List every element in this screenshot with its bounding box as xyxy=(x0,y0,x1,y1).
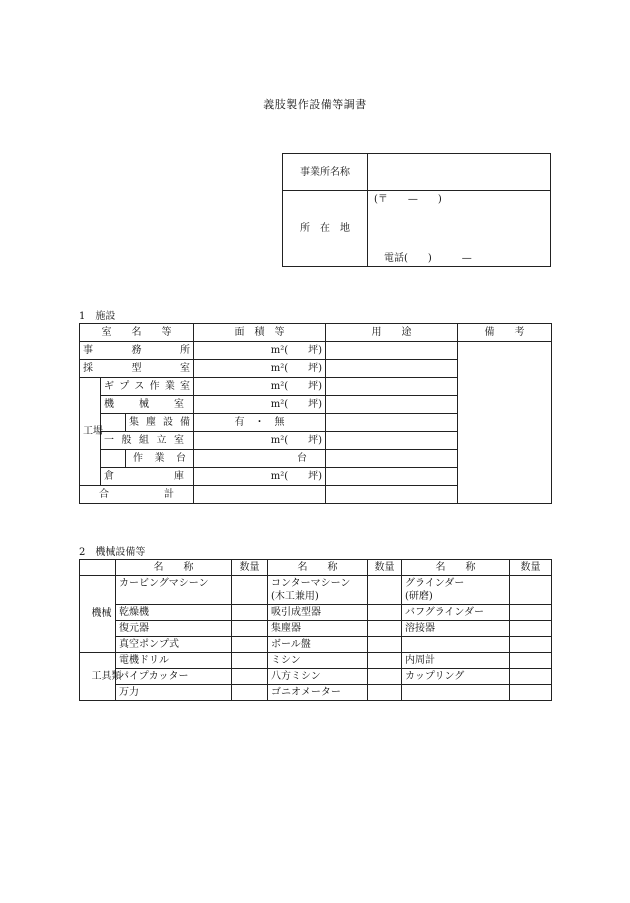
area-cell[interactable]: m²( 坪) xyxy=(194,342,326,360)
equipment-name: ゴニオメーター xyxy=(268,685,368,701)
equipment-name: バフグラインダー xyxy=(402,605,510,621)
room-name: 倉 庫 xyxy=(101,468,194,486)
qty-cell[interactable] xyxy=(368,576,402,605)
office-name-label: 事業所名称 xyxy=(283,154,368,191)
machine-group-label: 機械 xyxy=(80,576,116,653)
purpose-cell[interactable] xyxy=(326,378,458,396)
header-purpose: 用 途 xyxy=(326,324,458,342)
qty-cell[interactable] xyxy=(510,669,552,685)
purpose-cell[interactable] xyxy=(326,360,458,378)
room-name: 集 塵 設 備 xyxy=(126,414,194,432)
equipment-name: パイプカッター xyxy=(116,669,232,685)
postal-code: (〒 — ) xyxy=(374,194,442,205)
qty-cell[interactable] xyxy=(232,637,268,653)
tools-group-label: 工具類 xyxy=(80,653,116,701)
room-name: ギ プ ス 作 業 室 xyxy=(101,378,194,396)
total-area[interactable] xyxy=(194,486,326,504)
header-remarks: 備 考 xyxy=(458,324,552,342)
qty-cell[interactable] xyxy=(232,605,268,621)
equipment-name: ボール盤 xyxy=(268,637,368,653)
section-facilities-heading: 1 施設 xyxy=(79,311,116,322)
office-info-table xyxy=(282,153,551,267)
equipment-name xyxy=(402,637,510,653)
header-qty: 数量 xyxy=(232,560,268,576)
qty-cell[interactable] xyxy=(368,637,402,653)
equipment-name: カップリング xyxy=(402,669,510,685)
purpose-cell[interactable] xyxy=(326,342,458,360)
room-name: 機 械 室 xyxy=(101,396,194,414)
header-name: 名 称 xyxy=(116,560,232,576)
purpose-cell[interactable] xyxy=(326,414,458,432)
facilities-table xyxy=(79,323,552,504)
room-name: 作 業 台 xyxy=(126,450,194,468)
area-cell[interactable]: m²( 坪) xyxy=(194,468,326,486)
qty-cell[interactable] xyxy=(232,685,268,701)
qty-cell[interactable] xyxy=(368,621,402,637)
address-field[interactable] xyxy=(368,191,551,267)
qty-cell[interactable] xyxy=(510,685,552,701)
qty-cell[interactable] xyxy=(368,685,402,701)
equipment-name xyxy=(402,685,510,701)
equipment-name: 八方ミシン xyxy=(268,669,368,685)
qty-cell[interactable] xyxy=(510,621,552,637)
indent-spacer xyxy=(101,414,126,432)
area-cell[interactable]: m²( 坪) xyxy=(194,360,326,378)
equipment-name: 乾燥機 xyxy=(116,605,232,621)
purpose-cell[interactable] xyxy=(326,432,458,450)
area-cell[interactable]: m²( 坪) xyxy=(194,396,326,414)
workbench-count[interactable]: 台 xyxy=(194,450,326,468)
header-name: 名 称 xyxy=(268,560,368,576)
equipment-name: 電機ドリル xyxy=(116,653,232,669)
qty-cell[interactable] xyxy=(510,653,552,669)
qty-cell[interactable] xyxy=(368,669,402,685)
purpose-cell[interactable] xyxy=(326,468,458,486)
purpose-cell[interactable] xyxy=(326,450,458,468)
area-cell[interactable]: m²( 坪) xyxy=(194,378,326,396)
dust-equipment-choice[interactable]: 有 ・ 無 xyxy=(194,414,326,432)
equipment-name: 内周計 xyxy=(402,653,510,669)
total-label: 合 計 xyxy=(80,486,194,504)
equipment-name: 真空ポンプ式 xyxy=(116,637,232,653)
qty-cell[interactable] xyxy=(232,653,268,669)
equipment-name: 集塵器 xyxy=(268,621,368,637)
corner-cell xyxy=(80,560,116,576)
qty-cell[interactable] xyxy=(368,605,402,621)
phone-number: 電話( ) — xyxy=(384,253,472,264)
header-room-name: 室 名 等 xyxy=(80,324,194,342)
header-name: 名 称 xyxy=(402,560,510,576)
room-name: 採 型 室 xyxy=(80,360,194,378)
factory-label: 工場 xyxy=(80,378,101,486)
address-label: 所 在 地 xyxy=(283,191,368,267)
purpose-cell[interactable] xyxy=(326,396,458,414)
header-qty: 数量 xyxy=(510,560,552,576)
equipment-name: 吸引成型器 xyxy=(268,605,368,621)
equipment-table xyxy=(79,559,552,701)
equipment-name: コンターマシーン (木工兼用) xyxy=(268,576,368,605)
room-name: 事 務 所 xyxy=(80,342,194,360)
qty-cell[interactable] xyxy=(232,576,268,605)
room-name: 一 般 組 立 室 xyxy=(101,432,194,450)
qty-cell[interactable] xyxy=(232,669,268,685)
header-area: 面 積 等 xyxy=(194,324,326,342)
equipment-name: 万力 xyxy=(116,685,232,701)
header-qty: 数量 xyxy=(368,560,402,576)
office-name-field[interactable] xyxy=(368,154,551,191)
total-purpose[interactable] xyxy=(326,486,458,504)
section-equipment-heading: 2 機械設備等 xyxy=(79,547,146,558)
equipment-name: 溶接器 xyxy=(402,621,510,637)
equipment-name: カービングマシーン xyxy=(116,576,232,605)
document-title: 義肢製作設備等調書 xyxy=(263,98,367,111)
indent-spacer xyxy=(101,450,126,468)
qty-cell[interactable] xyxy=(510,637,552,653)
equipment-name: 復元器 xyxy=(116,621,232,637)
equipment-name: グラインダー (研磨) xyxy=(402,576,510,605)
remarks-cell[interactable] xyxy=(458,342,552,504)
equipment-name: ミシン xyxy=(268,653,368,669)
qty-cell[interactable] xyxy=(232,621,268,637)
qty-cell[interactable] xyxy=(368,653,402,669)
area-cell[interactable]: m²( 坪) xyxy=(194,432,326,450)
qty-cell[interactable] xyxy=(510,576,552,605)
qty-cell[interactable] xyxy=(510,605,552,621)
